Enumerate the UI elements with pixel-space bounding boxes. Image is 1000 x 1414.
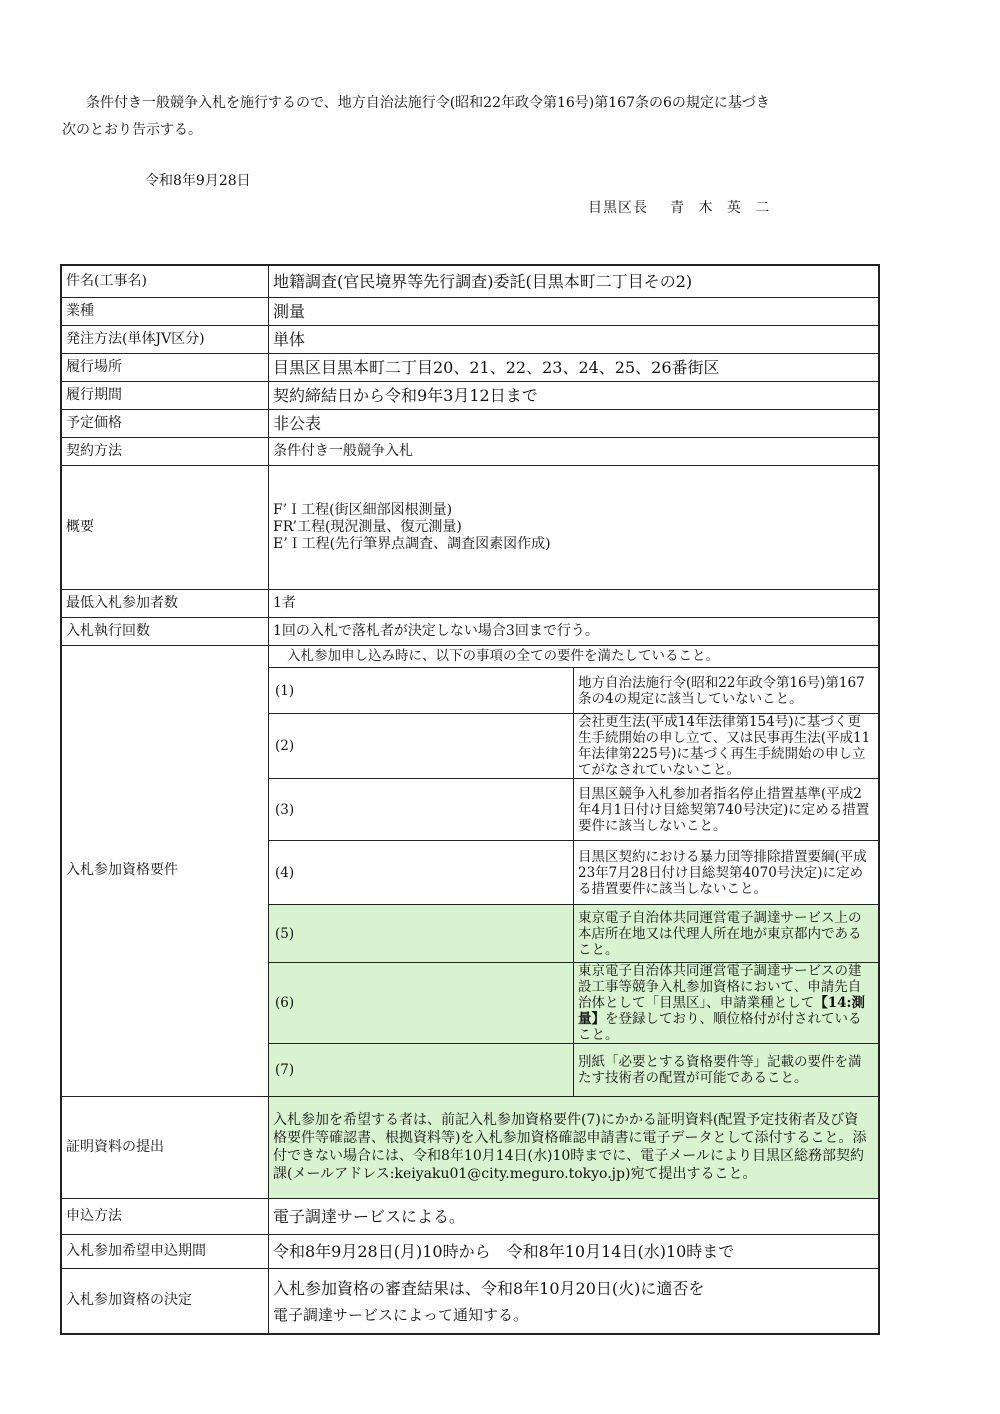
requirement-num: (5) [269,905,574,963]
row-kakaku [61,409,879,437]
label-kenmei: 件名(工事名) [61,265,269,297]
value-kikan: 契約締結日から令和9年3月12日まで [269,381,880,409]
row-kenmei [61,265,879,297]
requirement-text: 東京電子自治体共同運営電子調達サービス上の本店所在地又は代理人所在地が東京都内であること。 [574,905,879,963]
label-hoho: 契約方法 [61,437,269,465]
label-gyoshu: 業種 [61,297,269,325]
requirements-table [269,646,878,1096]
value-basho: 目黒区目黒本町二丁目20、21、22、23、24、25、26番街区 [269,353,880,381]
value-kenmei: 地籍調査(官民境界等先行調査)委託(目黒本町二丁目その2) [269,265,880,297]
value-hoho: 条件付き一般競争入札 [269,437,880,465]
requirement-row-2 [269,714,878,779]
value-saitei: 1者 [269,589,880,617]
intro-line-1: 条件付き一般競争入札を施行するので、地方自治法施行令(昭和22年政令第16号)第167条の6の規定に基づき [86,95,770,111]
row-kibo [61,1234,879,1268]
value-shomei: 入札参加を希望する者は、前記入札参加資格要件(7)にかかる証明資料(配置予定技術者及び資格要件等確認書、根拠資料等)を入札参加資格確認申請書に電子データとして添付すること。添付できない場合には、令和8年10月14日(水)10時までに、電子メールにより目黒区総務部契約課(メールアドレス:keiyaku01@city.meguro.tokyo.jp)宛て提出すること。 [269,1096,880,1198]
label-saitei: 最低入札参加者数 [61,589,269,617]
requirement-num: (4) [269,841,574,905]
requirement-text: 別紙「必要とする資格要件等」記載の要件を満たす技術者の配置が可能であること。 [574,1044,879,1096]
requirement-row-7 [269,1044,878,1096]
requirement-text: 地方自治法施行令(昭和22年政令第16号)第167条の4の規定に該当していないこと。 [574,668,879,714]
label-gaiyo: 概要 [61,465,269,589]
value-kettei [269,1268,880,1334]
row-kikan [61,381,879,409]
requirement-text: 会社更生法(平成14年法律第154号)に基づく更生手続開始の申し立て、又は民事再生法(平成11年法律第225号)に基づく再生手続開始の申し立てがなされていないこと。 [574,714,879,779]
value-kaisu: 1回の入札で落札者が決定しない場合3回まで行う。 [269,617,880,645]
requirement-text [574,963,879,1044]
notice-date: 令和8年9月28日 [145,173,251,189]
row-gyoshu [61,297,879,325]
label-kikan: 履行期間 [61,381,269,409]
requirement-num: (3) [269,779,574,841]
requirement-text-post: を登録しており、順位格付が付されていること。 [578,1011,862,1043]
label-kakaku: 予定価格 [61,409,269,437]
label-basho: 履行場所 [61,353,269,381]
requirements-head-row [269,646,878,668]
row-hoho [61,437,879,465]
label-moshikomi: 申込方法 [61,1198,269,1234]
gaiyo-line-3: E’Ｉ工程(先行筆界点調査、調査図素図作成) [273,535,551,552]
requirement-row-3 [269,779,878,841]
requirement-num: (6) [269,963,574,1044]
requirement-text-pre: 東京電子自治体共同運営電子調達サービスの建設工事等競争入札参加資格において、申請先自治体として「目黒区」、申請業種として [578,963,862,1011]
value-kakaku: 非公表 [269,409,880,437]
row-kaisu [61,617,879,645]
row-basho [61,353,879,381]
signer [588,197,770,217]
requirement-row-5 [269,905,878,963]
row-moshikomi [61,1198,879,1234]
requirement-text: 目黒区競争入札参加者指名停止措置基準(平成2年4月1日付け目総契第740号決定)に定める措置要件に該当しないこと。 [574,779,879,841]
value-kibo: 令和8年9月28日(月)10時から 令和8年10月14日(水)10時まで [269,1234,880,1268]
intro-line-2: 次のとおり告示する。 [62,122,202,138]
row-gaiyo [61,465,879,589]
value-gaiyo [269,465,880,589]
row-kettei [61,1268,879,1334]
requirements-head: 入札参加申し込み時に、以下の事項の全ての要件を満たしていること。 [287,648,719,665]
requirement-row-1 [269,668,878,714]
value-shikaku [269,645,880,1096]
intro-text [62,90,882,144]
gaiyo-line-1: F’Ｉ工程(街区細部図根測量) [273,501,453,518]
label-shikaku: 入札参加資格要件 [61,645,269,1096]
requirement-row-6 [269,963,878,1044]
kettei-line-2: 電子調達サービスによって通知する。 [273,1305,529,1324]
requirement-num: (1) [269,668,574,714]
label-kaisu: 入札執行回数 [61,617,269,645]
value-gyoshu: 測量 [269,297,880,325]
signer-title: 目黒区長 [588,200,648,216]
row-shomei [61,1096,879,1198]
label-kibo: 入札参加希望申込期間 [61,1234,269,1268]
kettei-line-1: 入札参加資格の審査結果は、令和8年10月20日(火)に適否を [273,1278,705,1298]
value-hatchu: 単体 [269,325,880,353]
requirement-num: (2) [269,714,574,779]
requirement-text: 目黒区契約における暴力団等排除措置要綱(平成23年7月28日付け目総契第4070号決定)に定める措置要件に該当しないこと。 [574,841,879,905]
requirement-row-4 [269,841,878,905]
value-moshikomi: 電子調達サービスによる。 [269,1198,880,1234]
row-shikaku [61,645,879,1096]
row-saitei [61,589,879,617]
signer-name: 青 木 英 二 [670,200,771,216]
gaiyo-line-2: FR’工程(現況測量、復元測量) [273,518,462,535]
label-kettei: 入札参加資格の決定 [61,1268,269,1334]
label-shomei: 証明資料の提出 [61,1096,269,1198]
notice-table [60,264,880,1335]
row-hatchu [61,325,879,353]
label-hatchu: 発注方法(単体JV区分) [61,325,269,353]
requirement-text-bold: 【14:測量】 [578,995,866,1027]
requirement-num: (7) [269,1044,574,1096]
